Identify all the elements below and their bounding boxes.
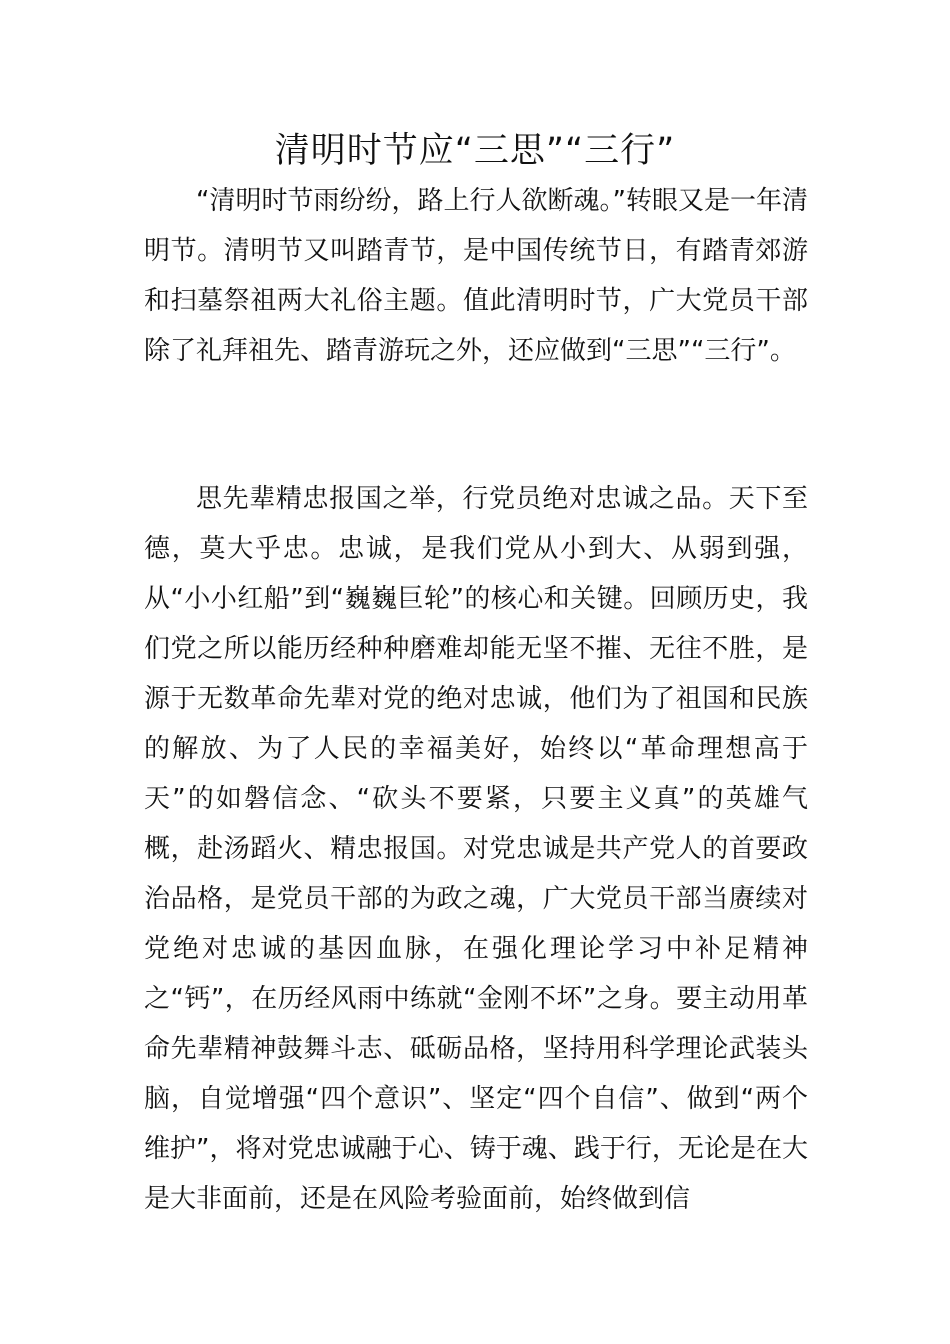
paragraph-intro: “清明时节雨纷纷，路上行人欲断魂。”转眼又是一年清明节。清明节又叫踏青节，是中国传统节日，有踏青郊游和扫墓祭祖两大礼俗主题。值此清明时节，广大党员干部除了礼拜祖先、踏青游玩之外，还应做到“三思”“三行”。 [144, 186, 808, 366]
paragraph-loyalty: 思先辈精忠报国之举，行党员绝对忠诚之品。天下至德，莫大乎忠。忠诚，是我们党从小到大、从弱到强，从“小小红船”到“巍巍巨轮”的核心和关键。回顾历史，我们党之所以能历经种种磨难却能无坚不摧、无往不胜，是源于无数革命先辈对党的绝对忠诚，他们为了祖国和民族的解放、为了人民的幸福美好，始终以“革命理想高于天”的如磐信念、“砍头不要紧，只要主义真”的英雄气概，赴汤蹈火、精忠报国。对党忠诚是共产党人的首要政治品格，是党员干部的为政之魂，广大党员干部当赓续对党绝对忠诚的基因血脉，在强化理论学习中补足精神之“钙”，在历经风雨中练就“金刚不坏”之身。要主动用革命先辈精神鼓舞斗志、砥砺品格，坚持用科学理论武装头脑，自觉增强“四个意识”、坚定“四个自信”、做到“两个维护”，将对党忠诚融于心、铸于魂、践于行，无论是在大是大非面前，还是在风险考验面前，始终做到信 [144, 484, 808, 1214]
document-title: 清明时节应“三思”“三行” [274, 131, 676, 171]
